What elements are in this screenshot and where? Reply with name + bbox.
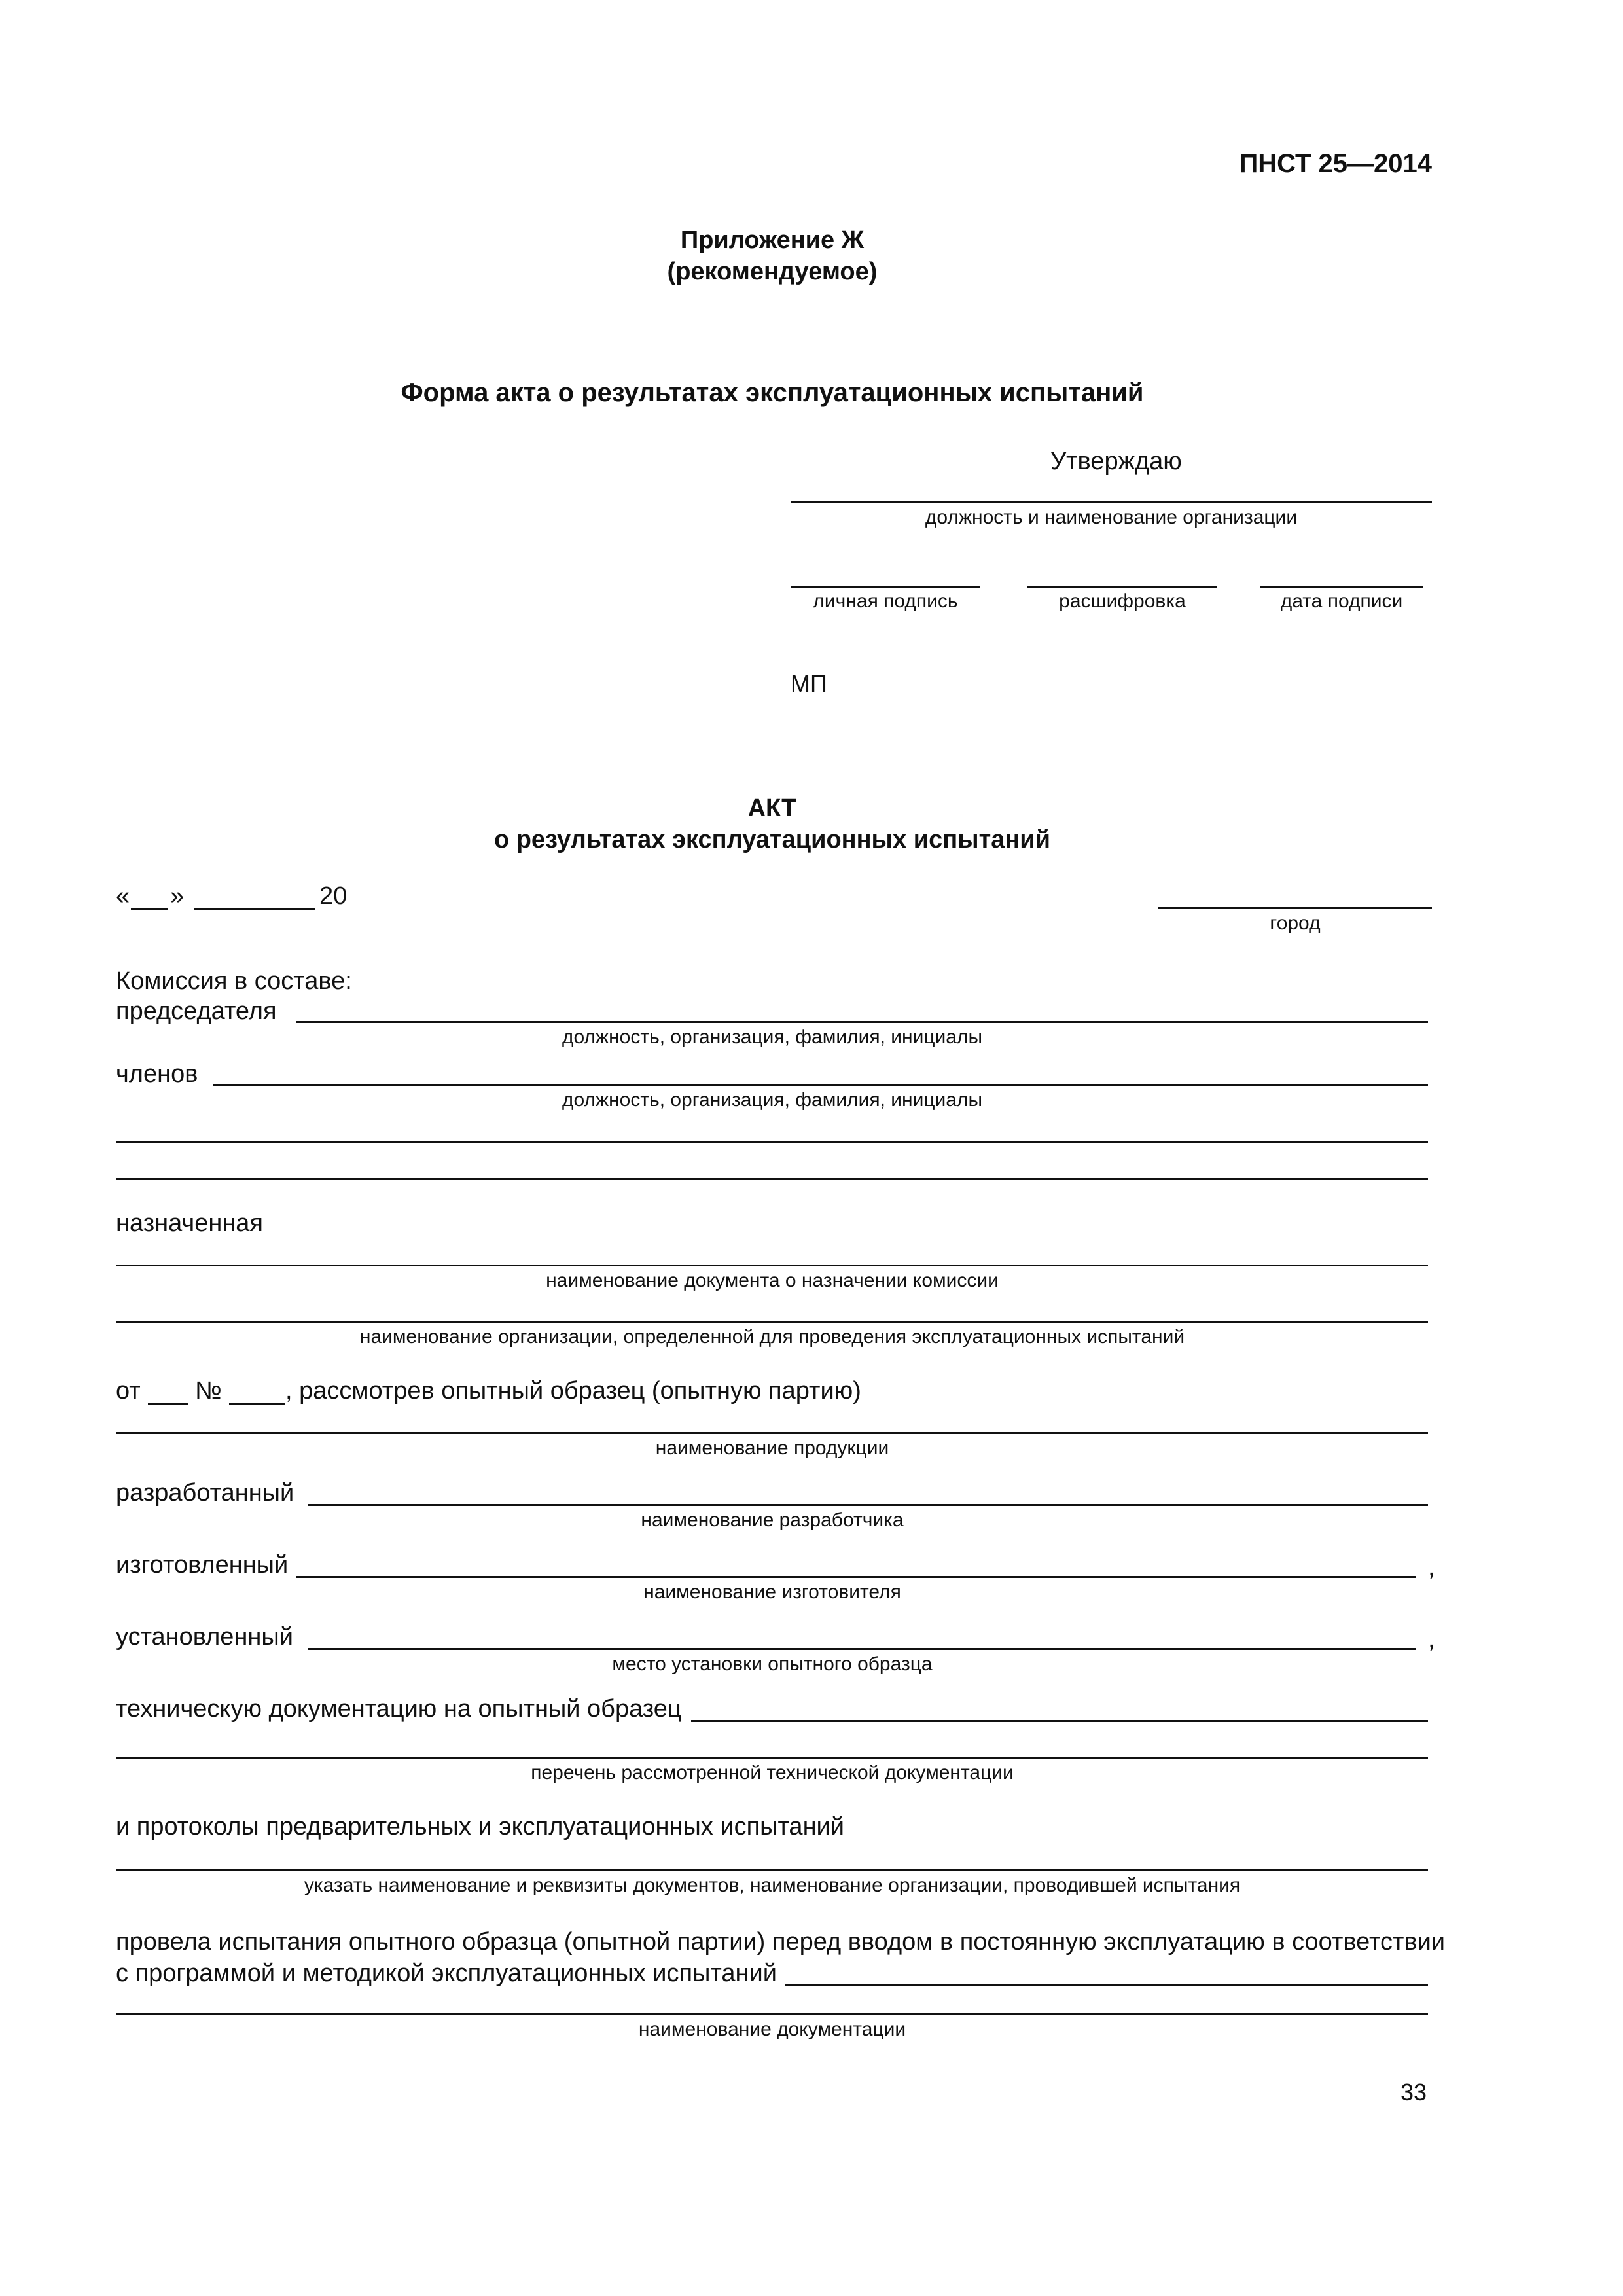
document-code: ПНСТ 25—2014 xyxy=(1239,149,1432,178)
chair-label: председателя xyxy=(116,997,277,1025)
protocols-label: и протоколы предварительных и эксплуатационных испытаний xyxy=(116,1813,845,1840)
chair-line xyxy=(296,1021,1428,1023)
developer-line xyxy=(308,1504,1428,1506)
testing-org-line xyxy=(116,1321,1428,1323)
commission-intro: Комиссия в составе: xyxy=(116,967,352,995)
appointed-label: назначенная xyxy=(116,1210,264,1237)
documentation-caption: наименование документации xyxy=(638,2018,906,2040)
close-quote: » xyxy=(170,882,185,910)
month-line xyxy=(194,908,315,910)
date-signed-line xyxy=(1260,586,1423,588)
documentation-line xyxy=(116,2013,1428,2015)
protocols-line xyxy=(116,1869,1428,1871)
installed-label: установленный xyxy=(116,1623,293,1651)
tech-docs-caption: перечень рассмотренной технической документации xyxy=(531,1762,1014,1784)
appendix-status: (рекомендуемое) xyxy=(667,258,878,285)
tech-docs-line xyxy=(691,1720,1428,1722)
position-line xyxy=(791,501,1432,503)
open-quote: « xyxy=(116,882,130,910)
members-line xyxy=(213,1084,1428,1086)
signature-caption: личная подпись xyxy=(813,590,958,612)
appendix-title: Приложение Ж xyxy=(680,226,865,254)
protocols-caption: указать наименование и реквизиты документов, наименование организации, проводившей испытания xyxy=(304,1874,1241,1896)
position-caption: должность и наименование организации xyxy=(925,507,1298,528)
manufacturer-caption: наименование изготовителя xyxy=(643,1581,901,1603)
conducted-text-line2: с программой и методикой эксплуатационных испытаний xyxy=(116,1960,777,1987)
doc-number-line xyxy=(229,1403,285,1405)
day-line xyxy=(131,908,168,910)
signature-line xyxy=(791,586,980,588)
manufactured-comma: , xyxy=(1428,1554,1435,1581)
approve-label: Утверждаю xyxy=(1050,448,1182,475)
transcript-line xyxy=(1027,586,1217,588)
city-caption: город xyxy=(1270,912,1321,934)
city-line xyxy=(1158,907,1432,909)
act-title: АКТ xyxy=(747,795,797,822)
chair-caption: должность, организация, фамилия, инициалы xyxy=(562,1026,983,1048)
product-caption: наименование продукции xyxy=(655,1437,889,1459)
installed-comma: , xyxy=(1428,1626,1435,1653)
installation-site-caption: место установки опытного образца xyxy=(612,1653,933,1675)
members-extra-line xyxy=(116,1178,1428,1180)
manufactured-label: изготовленный xyxy=(116,1551,289,1579)
tech-docs-label: техническую документацию на опытный образец xyxy=(116,1695,682,1723)
conducted-text-line1: провела испытания опытного образца (опытной партии) перед вводом в постоянную эксплуатацию в соответствии xyxy=(116,1928,1446,1956)
transcript-caption: расшифровка xyxy=(1059,590,1186,612)
members-caption: должность, организация, фамилия, инициалы xyxy=(562,1089,983,1111)
appointment-doc-line xyxy=(116,1265,1428,1266)
form-title: Форма акта о результатах эксплуатационных испытаний xyxy=(401,378,1144,407)
from-label: от xyxy=(116,1377,141,1405)
product-line xyxy=(116,1432,1428,1434)
appointment-doc-caption: наименование документа о назначении комиссии xyxy=(546,1270,999,1291)
stamp-label: МП xyxy=(791,670,827,697)
manufacturer-line xyxy=(296,1576,1416,1578)
review-text: , рассмотрев опытный образец (опытную партию) xyxy=(285,1377,861,1405)
members-label: членов xyxy=(116,1060,198,1088)
installation-site-line xyxy=(308,1648,1416,1650)
developed-label: разработанный xyxy=(116,1479,294,1507)
page-number: 33 xyxy=(1400,2079,1427,2106)
developer-caption: наименование разработчика xyxy=(641,1509,904,1531)
act-subtitle: о результатах эксплуатационных испытаний xyxy=(493,826,1051,853)
testing-org-caption: наименование организации, определенной для проведения эксплуатационных испытаний xyxy=(359,1326,1185,1348)
date-signed-caption: дата подписи xyxy=(1280,590,1403,612)
tech-docs-list-line xyxy=(116,1757,1428,1759)
members-extra-line xyxy=(116,1141,1428,1143)
documentation-line xyxy=(785,1984,1428,1986)
date-from-line xyxy=(148,1403,188,1405)
number-label: № xyxy=(195,1377,222,1405)
year-prefix: 20 xyxy=(319,882,348,910)
